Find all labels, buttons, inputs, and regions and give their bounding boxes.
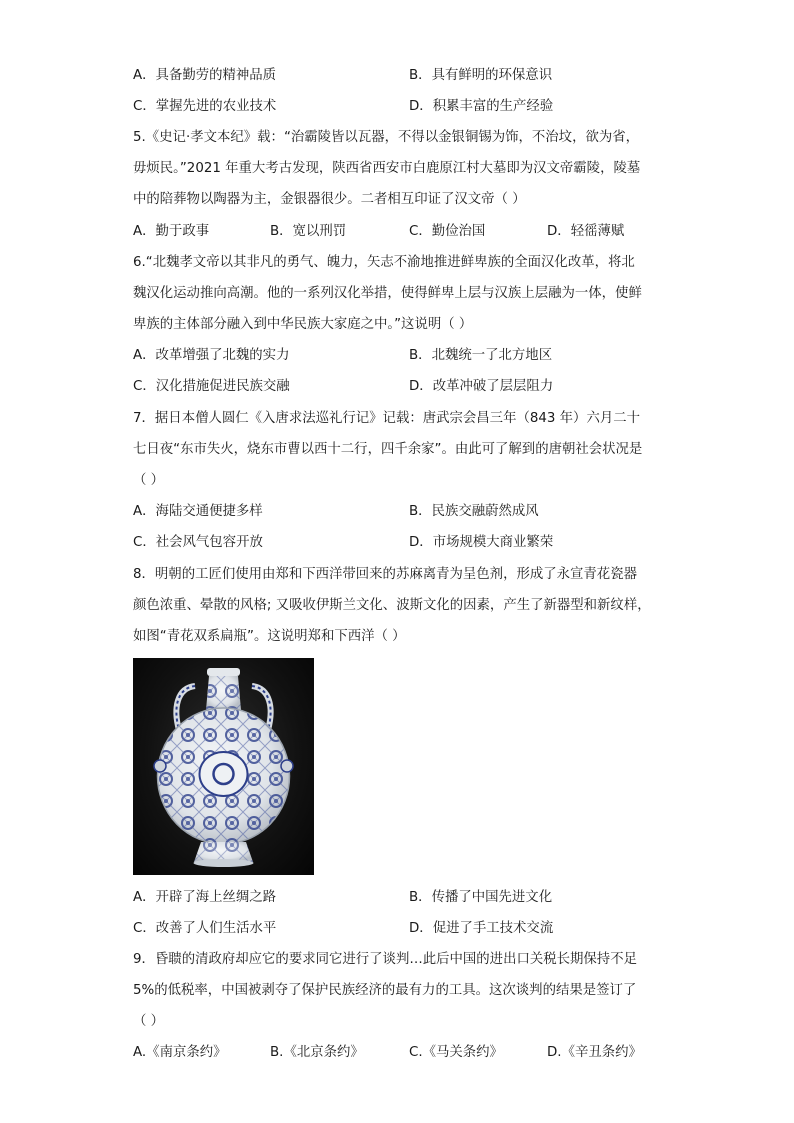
q8-stem-line-1: 8．明朝的工匠们使用由郑和下西洋带回来的苏麻离青为呈色剂，形成了永宣青花瓷器 [133, 567, 637, 582]
q8-stem-line-2: 颜色浓重、晕散的风格; 又吸收伊斯兰文化、波斯文化的因素，产生了新器型和新纹样， [133, 598, 651, 613]
q7-option-a: A．海陆交通便捷多样 [133, 504, 263, 519]
q5-stem-line-1: 5.《史记·孝文本纪》载：“治霸陵皆以瓦器，不得以金银铜锡为饰，不治坟，欲为省， [133, 130, 640, 145]
q6-option-c: C．汉化措施促进民族交融 [133, 379, 290, 394]
q6-stem-line-2: 魏汉化运动推向高潮。他的一系列汉化举措，使得鲜卑上层与汉族上层融为一体，使鲜 [133, 286, 642, 301]
q6-option-d: D．改革冲破了层层阻力 [409, 379, 554, 394]
q4-option-c: C．掌握先进的农业技术 [133, 99, 277, 114]
q9-stem-line-1: 9．昏聩的清政府却应它的要求同它进行了谈判…此后中国的进出口关税长期保持不足 [133, 952, 637, 967]
q8-option-d: D．促进了手工技术交流 [409, 921, 554, 936]
q8-option-b: B．传播了中国先进文化 [409, 890, 553, 905]
q7-stem-line-3: （ ） [133, 473, 165, 488]
q9-stem-line-3: （ ） [133, 1014, 165, 1029]
blue-white-vase-photo [133, 658, 314, 875]
q5-option-a: A．勤于政事 [133, 224, 210, 239]
q9-option-a: A.《南京条约》 [133, 1045, 227, 1060]
q7-option-c: C．社会风气包容开放 [133, 535, 263, 550]
q5-option-d: D．轻徭薄赋 [547, 224, 625, 239]
q5-option-b: B．宽以刑罚 [270, 224, 347, 239]
q7-stem-line-2: 七日夜“东市失火，烧东市曹以西十二行，四千余家”。由此可了解到的唐朝社会状况是 [133, 442, 643, 457]
q4-option-b: B．具有鲜明的环保意识 [409, 68, 553, 83]
q9-option-c: C.《马关条约》 [409, 1045, 503, 1060]
q7-stem-line-1: 7．据日本僧人圆仁《入唐求法巡礼行记》记载：唐武宗会昌三年（843 年）六月二十 [133, 411, 641, 426]
q8-stem-line-3: 如图“青花双系扁瓶”。这说明郑和下西洋（ ） [133, 629, 406, 644]
q7-option-b: B．民族交融蔚然成风 [409, 504, 539, 519]
q6-option-a: A．改革增强了北魏的实力 [133, 348, 290, 363]
q6-stem-line-1: 6.“北魏孝文帝以其非凡的勇气、魄力，矢志不渝地推进鲜卑族的全面汉化改革，将北 [133, 255, 635, 270]
q8-option-a: A．开辟了海上丝绸之路 [133, 890, 277, 905]
q8-option-c: C．改善了人们生活水平 [133, 921, 277, 936]
q6-option-b: B．北魏统一了北方地区 [409, 348, 553, 363]
q9-option-b: B.《北京条约》 [270, 1045, 364, 1060]
q4-option-a: A．具备勤劳的精神品质 [133, 68, 277, 83]
q5-stem-line-2: 毋烦民。”2021 年重大考古发现，陕西省西安市白鹿原江村大墓即为汉文帝霸陵，陵墓 [133, 161, 641, 176]
q5-option-c: C．勤俭治国 [409, 224, 486, 239]
q6-stem-line-3: 卑族的主体部分融入到中华民族大家庭之中。”这说明（ ） [133, 317, 473, 332]
q4-option-d: D．积累丰富的生产经验 [409, 99, 554, 114]
q7-option-d: D．市场规模大商业繁荣 [409, 535, 554, 550]
q9-option-d: D.《辛丑条约》 [547, 1045, 642, 1060]
q5-stem-line-3: 中的陪葬物以陶器为主，金银器很少。二者相互印证了汉文帝（ ） [133, 192, 526, 207]
q9-stem-line-2: 5%的低税率，中国被剥夺了保护民族经济的最有力的工具。这次谈判的结果是签订了 [133, 983, 637, 998]
